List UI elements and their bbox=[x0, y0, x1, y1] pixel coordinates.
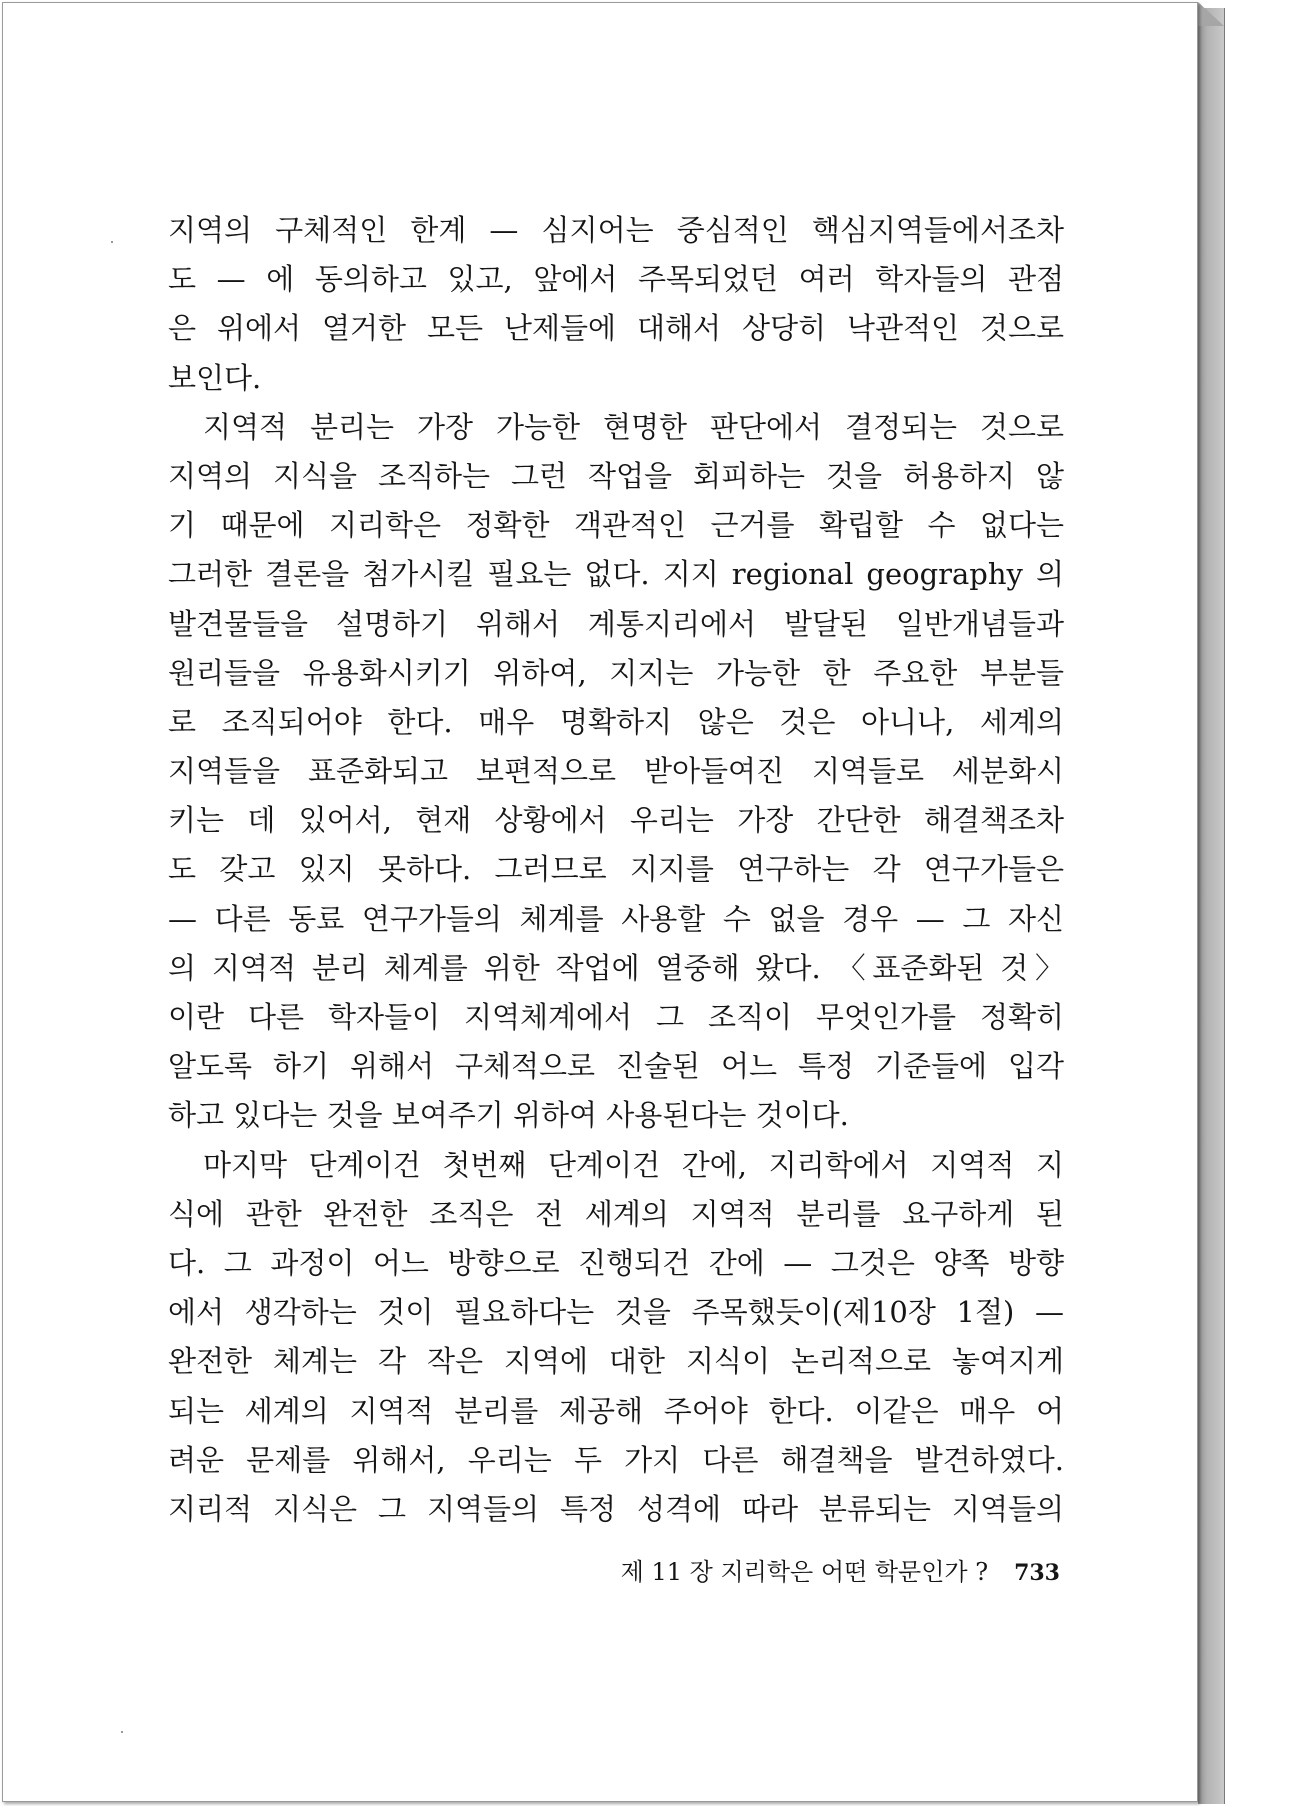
text-line: 에서 생각하는 것이 필요하다는 것을 주목했듯이(제10장 1절) — bbox=[168, 1295, 1064, 1330]
text-line: 지역의 지식을 조직하는 그런 작업을 회피하는 것을 허용하지 않 bbox=[168, 458, 1064, 493]
text-line: 지역들을 표준화되고 보편적으로 받아들여진 지역들로 세분화시 bbox=[168, 754, 1064, 789]
text-line: 원리들을 유용화시키기 위하여, 지지는 가능한 한 주요한 부분들 bbox=[168, 655, 1064, 690]
text-line: 지리적 지식은 그 지역들의 특정 성격에 따라 분류되는 지역들의 bbox=[168, 1491, 1064, 1526]
book-page-edge bbox=[1198, 8, 1225, 1804]
text-line: 되는 세계의 지역적 분리를 제공해 주어야 한다. 이같은 매우 어 bbox=[168, 1393, 1064, 1428]
scan-speck bbox=[121, 1731, 123, 1733]
paragraph bbox=[168, 206, 1064, 403]
text-line: 하고 있다는 것을 보여주기 위하여 사용된다는 것이다. bbox=[168, 1098, 849, 1133]
text-line: 도 — 에 동의하고 있고, 앞에서 주목되었던 여러 학자들의 관점 bbox=[168, 262, 1064, 297]
text-line: 지역의 구체적인 한계 — 심지어는 중심적인 핵심지역들에서조차 bbox=[168, 213, 1064, 247]
page-footer bbox=[540, 1552, 1060, 1592]
text-line: 기 때문에 지리학은 정확한 객관적인 근거를 확립할 수 없다는 bbox=[168, 508, 1064, 543]
text-line: 보인다. bbox=[168, 360, 262, 395]
text-line: 려운 문제를 위해서, 우리는 두 가지 다른 해결책을 발견하였다. bbox=[168, 1442, 1064, 1477]
paragraph bbox=[168, 403, 1064, 1141]
text-line: — 다른 동료 연구가들의 체계를 사용할 수 없을 경우 — 그 자신 bbox=[168, 901, 1064, 936]
body-text bbox=[168, 206, 1064, 1534]
text-line: 키는 데 있어서, 현재 상황에서 우리는 가장 간단한 해결책조차 bbox=[168, 803, 1064, 838]
text-line: 마지막 단계이건 첫번째 단계이건 간에, 지리학에서 지역적 지 bbox=[203, 1147, 1064, 1182]
text-line: 다. 그 과정이 어느 방향으로 진행되건 간에 — 그것은 양쪽 방향 bbox=[168, 1245, 1064, 1280]
text-line: 그러한 결론을 첨가시킬 필요는 없다. 지지 regional geography 의 bbox=[168, 557, 1064, 592]
text-line: 발견물들을 설명하기 위해서 계통지리에서 발달된 일반개념들과 bbox=[168, 606, 1064, 641]
text-line: 도 갖고 있지 못하다. 그러므로 지지를 연구하는 각 연구가들은 bbox=[168, 852, 1064, 887]
text-line: 알도록 하기 위해서 구체적으로 진술된 어느 특정 기준들에 입각 bbox=[168, 1049, 1064, 1084]
paragraph bbox=[168, 1141, 1064, 1535]
scan-speck bbox=[111, 241, 113, 243]
text-line: 지역적 분리는 가장 가능한 현명한 판단에서 결정되는 것으로 bbox=[203, 409, 1064, 444]
text-line: 의 지역적 분리 체계를 위한 작업에 열중해 왔다. 〈표준화된 것〉 bbox=[168, 950, 1064, 985]
text-line: 로 조직되어야 한다. 매우 명확하지 않은 것은 아니나, 세계의 bbox=[168, 704, 1064, 739]
page-number: 733 bbox=[1014, 1560, 1060, 1586]
text-line: 이란 다른 학자들이 지역체계에서 그 조직이 무엇인가를 정확히 bbox=[168, 1000, 1064, 1034]
running-head-chapter-title: 제 11 장 지리학은 어떤 학문인가 ? bbox=[620, 1558, 989, 1586]
book-page-edge-top bbox=[1198, 2, 1224, 26]
text-line: 식에 관한 완전한 조직은 전 세계의 지역적 분리를 요구하게 된 bbox=[168, 1196, 1064, 1231]
text-line: 은 위에서 열거한 모든 난제들에 대해서 상당히 낙관적인 것으로 bbox=[168, 311, 1064, 346]
text-line: 완전한 체계는 각 작은 지역에 대한 지식이 논리적으로 놓여지게 bbox=[168, 1344, 1064, 1379]
